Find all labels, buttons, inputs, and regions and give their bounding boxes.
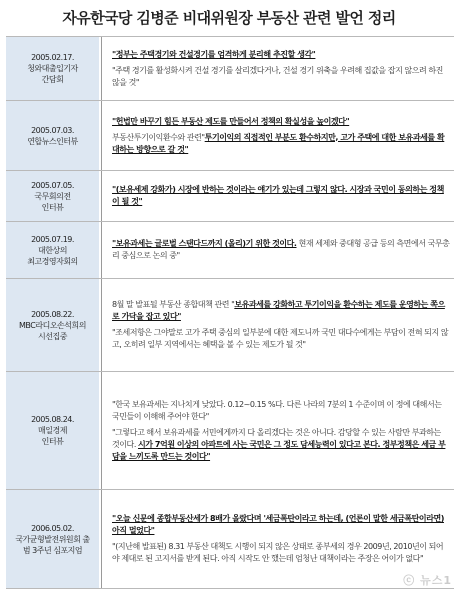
venue-label: MBC라디오손석희의 — [19, 320, 86, 330]
row-date-cell — [6, 171, 101, 221]
venue-label: 인터뷰 — [41, 202, 64, 212]
venue-label: 대한상의 — [38, 245, 67, 255]
quote: 8월 말 발표될 부동산 종합대책 관련 "보유과세를 강화하고 투기이익을 환수하는 제도를 운영하는 쪽으로 가닥을 잡고 있다" — [112, 300, 445, 321]
table-row — [6, 36, 454, 100]
row-quote-cell — [101, 490, 454, 588]
date-label: 2005.08.24. — [31, 415, 74, 424]
venue-label: 청와대출입기자 — [27, 64, 78, 73]
date-label: 2005.07.03. — [31, 125, 74, 135]
venue-label: 시선집중 — [38, 331, 67, 341]
date-label: 2005.07.19. — [31, 234, 74, 244]
row-quote-cell — [101, 222, 454, 278]
row-date-cell — [6, 279, 101, 371]
venue-label: 국가균형발전위원회 출 — [15, 534, 90, 544]
table-row — [6, 371, 454, 489]
statement-table — [6, 36, 454, 589]
quote: "보유과세는 글로벌 스탠다드까지 (올리)기 위한 것이다. 현재 세제와 중대형 공급 등의 측면에서 국무총리 중심으로 논의 중" — [112, 239, 450, 260]
venue-label: 최고경영자회의 — [27, 256, 78, 266]
row-quote-cell — [101, 171, 454, 221]
watermark: ⓒ 뉴스1 — [403, 574, 452, 587]
quote: "한국 보유과세는 지나치게 낮았다. 0.12~0.15 %다. 다른 나라의 7분의 1 수준이며 이 정에 대해서는 국민들이 이해해 주어야 한다" — [112, 399, 442, 421]
date-label: 2006.05.02. — [31, 523, 74, 533]
quote: "그렇다고 해서 보유과세를 서민에게까지 다 올리겠다는 것은 아니다. 감당할 수 있는 사람만 부과하는 것이다. 시가 7억원 이상의 아파트에 사는 국민은 그 정도 담세능력이 있다고 본다. 정부정책은 세금 부담을 느끼도록 만드는 것이다" — [112, 427, 446, 461]
table-row — [6, 221, 454, 278]
row-date-cell — [6, 222, 101, 278]
row-date-cell — [6, 490, 101, 588]
venue-label: 국무회의전 — [34, 191, 71, 201]
quote: "주택 경기를 활성화시켜 건설 경기를 살리겠다거나, 건설 경기 위축을 우려해 집값을 잡지 않으려 하진 않을 것" — [112, 65, 443, 87]
date-label: 2005.08.22. — [31, 309, 74, 319]
quote: "(지난해 발표된) 8.31 부동산 대책도 시행이 되지 않은 상태로 종부세의 경우 2009년, 2010년이 되어야 제대로 된 고지서를 받게 된다. 아직 시작도 안 했는데 엄청난 대책이라는 주장은 어이가 없다" — [112, 542, 444, 563]
row-date-cell — [6, 101, 101, 170]
quote: "오늘 신문에 종합부동산세가 8배가 올랐다며 '세금폭탄이라고 하는데, (언론이 말한 세금폭탄이라면) 아직 멀었다" — [112, 514, 444, 535]
date-label: 2005.02.17. — [31, 53, 74, 62]
table-row — [6, 100, 454, 170]
quote: "정부는 주택경기와 건설경기를 엄격하게 분리해 추진할 생각" — [112, 49, 316, 59]
venue-label: 인터뷰 — [41, 437, 64, 446]
venue-label: 매일경제 — [38, 426, 67, 435]
page-title: 자유한국당 김병준 비대위원장 부동산 관련 발언 정리 — [62, 8, 396, 27]
venue-label: 간담회 — [41, 75, 64, 84]
quote: "조세저항은 그야말로 고가 주택 중심의 일부분에 대한 제도니까 국민 대다수에게는 부담이 전혀 되지 않고, 오히려 일부 지역에서는 혜택을 볼 수 있는 제도가 될 것" — [112, 328, 449, 349]
row-date-cell — [6, 37, 101, 100]
venue-label: 연합뉴스인터뷰 — [27, 136, 78, 146]
quote: 부동산투기이익환수와 관련"투기이익의 직접적인 부분도 환수하지만, 고가 주택에 대한 보유과세를 확대하는 방향으로 갈 것" — [112, 132, 445, 154]
table-row — [6, 489, 454, 589]
row-quote-cell — [101, 279, 454, 371]
venue-label: 범 3주년 심포지엄 — [22, 545, 83, 555]
table-row — [6, 278, 454, 371]
date-label: 2005.07.05. — [31, 180, 74, 190]
quote: "헌법만 바꾸기 힘든 부동산 제도를 만들어서 정책의 확실성을 높이겠다" — [112, 116, 350, 126]
row-date-cell — [6, 372, 101, 489]
table-row — [6, 170, 454, 221]
row-quote-cell — [101, 37, 454, 100]
row-quote-cell — [101, 372, 454, 489]
quote: "(보유세제 강화가) 시장에 반하는 것이라는 얘기가 있는데 그렇지 않다. 시장과 국민이 동의하는 정책이 될 것" — [112, 185, 444, 206]
row-quote-cell — [101, 101, 454, 170]
